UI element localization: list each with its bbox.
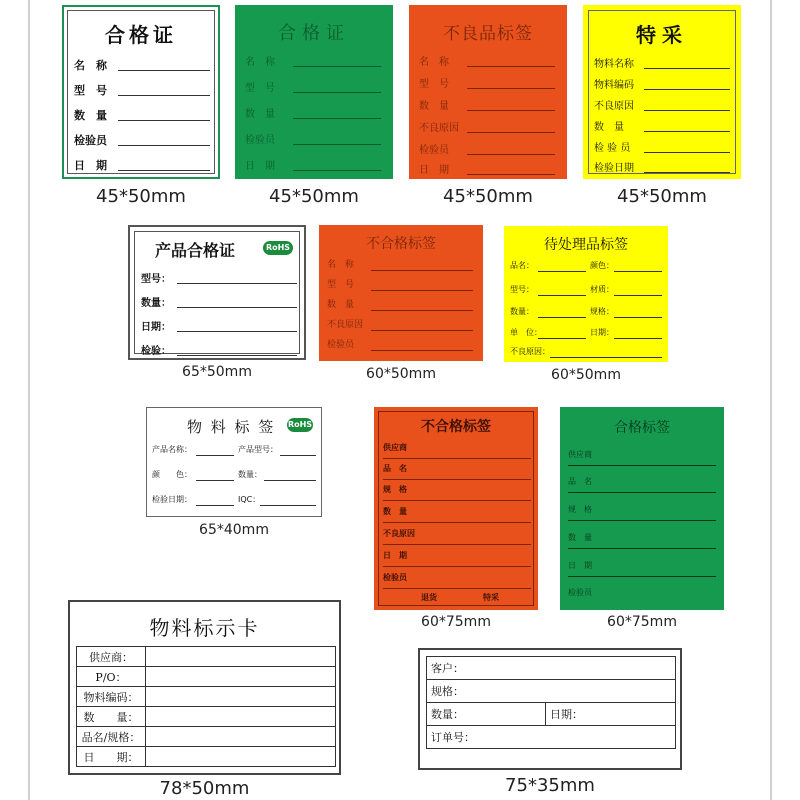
field-label: 型 号 bbox=[419, 79, 449, 90]
field-label: 品 名 bbox=[383, 464, 407, 473]
field-label: 型 号 bbox=[245, 83, 275, 94]
size-caption: 45*50mm bbox=[96, 186, 186, 207]
field-label: 数 量 bbox=[594, 122, 624, 133]
field-label: 数量： bbox=[141, 298, 171, 309]
label-title: 待处理品标签 bbox=[544, 237, 628, 253]
product-certificate-label bbox=[128, 225, 306, 360]
field-label: 物料编码 bbox=[594, 80, 634, 91]
size-caption: 65*50mm bbox=[182, 364, 252, 380]
field-label: 不良原因 bbox=[419, 123, 459, 134]
field-label: 数 量 bbox=[419, 101, 449, 112]
defective-label-orange bbox=[409, 5, 567, 179]
rohs-badge: RoHS bbox=[263, 241, 293, 255]
size-caption: 60*75mm bbox=[421, 614, 491, 630]
field-label: 品名/规格： bbox=[77, 727, 146, 747]
field-label: 检验员 bbox=[383, 573, 407, 582]
field-label: 日 期 bbox=[568, 561, 592, 570]
field-label: 检验员 bbox=[568, 588, 592, 597]
field-label: 名 称 bbox=[74, 59, 107, 72]
label-title: 不良品标签 bbox=[443, 24, 533, 44]
certificate-label-green bbox=[235, 5, 393, 179]
label-title: 不合格标签 bbox=[421, 419, 491, 435]
field-label: 检验员 bbox=[74, 134, 107, 147]
field-label: 数 量： bbox=[77, 707, 146, 727]
field-label: 型号： bbox=[141, 274, 171, 285]
card-table bbox=[76, 646, 336, 767]
field-label: 检验员 bbox=[245, 135, 275, 146]
nonconforming-label-tall-orange bbox=[374, 407, 538, 610]
field-label: 日 期： bbox=[77, 747, 146, 767]
field-label: 供应商 bbox=[383, 443, 407, 452]
field-label: 检验： bbox=[141, 346, 171, 357]
field-label: 日期： bbox=[141, 322, 171, 333]
certificate-label-white bbox=[62, 5, 220, 179]
customer-field: 客户： bbox=[427, 657, 676, 680]
field-label: 材质： bbox=[590, 285, 614, 294]
rohs-badge: RoHS bbox=[287, 418, 313, 432]
label-title: 特采 bbox=[636, 23, 688, 47]
special-release-option: 特采 bbox=[483, 593, 499, 602]
qualified-label-tall-green bbox=[560, 407, 724, 610]
field-label: 型 号 bbox=[327, 280, 355, 290]
order-table bbox=[426, 656, 676, 749]
field-label: 供应商 bbox=[568, 450, 592, 459]
order-label bbox=[418, 648, 682, 770]
field-label: 检验员 bbox=[419, 145, 449, 156]
size-caption: 60*50mm bbox=[551, 367, 621, 383]
field-label: 数 量 bbox=[568, 533, 592, 542]
field-label: 日 期 bbox=[74, 159, 107, 172]
field-label: 物料编码： bbox=[77, 687, 146, 707]
field-value bbox=[146, 687, 336, 707]
field-label: 检验日期 bbox=[594, 163, 634, 174]
special-release-label-yellow bbox=[583, 5, 741, 179]
field-label: 名 称 bbox=[327, 260, 355, 270]
field-label: 产品名称： bbox=[152, 445, 192, 454]
field-label: 规格： bbox=[590, 307, 614, 316]
field-label: 数 量 bbox=[74, 109, 107, 122]
field-label: 品 名 bbox=[568, 477, 592, 486]
pending-item-label-yellow bbox=[504, 226, 668, 362]
field-label: 数量： bbox=[510, 307, 534, 316]
field-label: 数 量 bbox=[245, 109, 275, 120]
field-label: 日 期 bbox=[383, 551, 407, 560]
field-label: 规 格 bbox=[568, 505, 592, 514]
size-caption: 65*40mm bbox=[199, 522, 269, 538]
size-caption: 60*50mm bbox=[366, 366, 436, 382]
left-frame-line bbox=[28, 0, 30, 800]
label-title: 产品合格证 bbox=[155, 241, 236, 260]
label-title: 合格证 bbox=[105, 23, 177, 47]
field-label: 物料名称 bbox=[594, 59, 634, 70]
label-title: 物 料 标 签 bbox=[187, 418, 276, 436]
field-label: IQC： bbox=[238, 495, 261, 504]
return-option: 退货 bbox=[421, 593, 437, 602]
quantity-field: 数量： bbox=[427, 703, 546, 726]
material-identification-card bbox=[68, 600, 341, 775]
field-label: 产品型号： bbox=[238, 445, 278, 454]
field-label: 不良原因 bbox=[594, 101, 634, 112]
size-caption: 78*50mm bbox=[159, 778, 250, 799]
field-label: 不良原因： bbox=[510, 347, 550, 356]
label-title: 物料标示卡 bbox=[149, 616, 260, 640]
field-label: 单 位： bbox=[510, 328, 542, 337]
size-caption: 75*35mm bbox=[505, 775, 595, 796]
field-value bbox=[146, 667, 336, 687]
field-label: 检 验 员 bbox=[594, 143, 631, 154]
field-value bbox=[146, 747, 336, 767]
field-label: 名 称 bbox=[419, 57, 449, 68]
field-value bbox=[146, 647, 336, 667]
field-label: 供应商： bbox=[77, 647, 146, 667]
field-label: 规 格 bbox=[383, 485, 407, 494]
label-title: 合格证 bbox=[278, 23, 350, 44]
material-label bbox=[146, 407, 322, 517]
field-label: 日期： bbox=[590, 328, 614, 337]
field-label: 数 量 bbox=[383, 507, 407, 516]
size-caption: 45*50mm bbox=[617, 186, 707, 207]
size-caption: 60*75mm bbox=[607, 614, 677, 630]
field-label: 日 期 bbox=[419, 165, 449, 176]
field-label: 日 期 bbox=[245, 161, 275, 172]
field-value bbox=[146, 707, 336, 727]
field-label: 颜色： bbox=[590, 261, 614, 270]
field-label: 检验日期： bbox=[152, 495, 192, 504]
nonconforming-label-orange bbox=[319, 225, 483, 361]
right-frame-line bbox=[770, 0, 772, 800]
label-title: 不合格标签 bbox=[366, 236, 436, 252]
field-value bbox=[146, 727, 336, 747]
spec-field: 规格： bbox=[427, 680, 676, 703]
field-label: 颜 色： bbox=[152, 470, 192, 479]
size-caption: 45*50mm bbox=[269, 186, 359, 207]
field-label: 名 称 bbox=[245, 57, 275, 68]
field-label: P/O： bbox=[77, 667, 146, 687]
field-label: 数量： bbox=[238, 470, 262, 479]
field-label: 数 量 bbox=[327, 300, 355, 310]
field-label: 检验员 bbox=[327, 340, 355, 350]
label-title: 合格标签 bbox=[614, 420, 670, 436]
field-label: 型号： bbox=[510, 285, 534, 294]
field-label: 品名： bbox=[510, 261, 534, 270]
field-label: 不良原因 bbox=[383, 529, 415, 538]
date-field: 日期： bbox=[546, 703, 676, 726]
order-number-field: 订单号： bbox=[427, 726, 676, 749]
field-label: 型 号 bbox=[74, 84, 107, 97]
size-caption: 45*50mm bbox=[443, 186, 533, 207]
field-label: 不良原因 bbox=[327, 320, 364, 330]
